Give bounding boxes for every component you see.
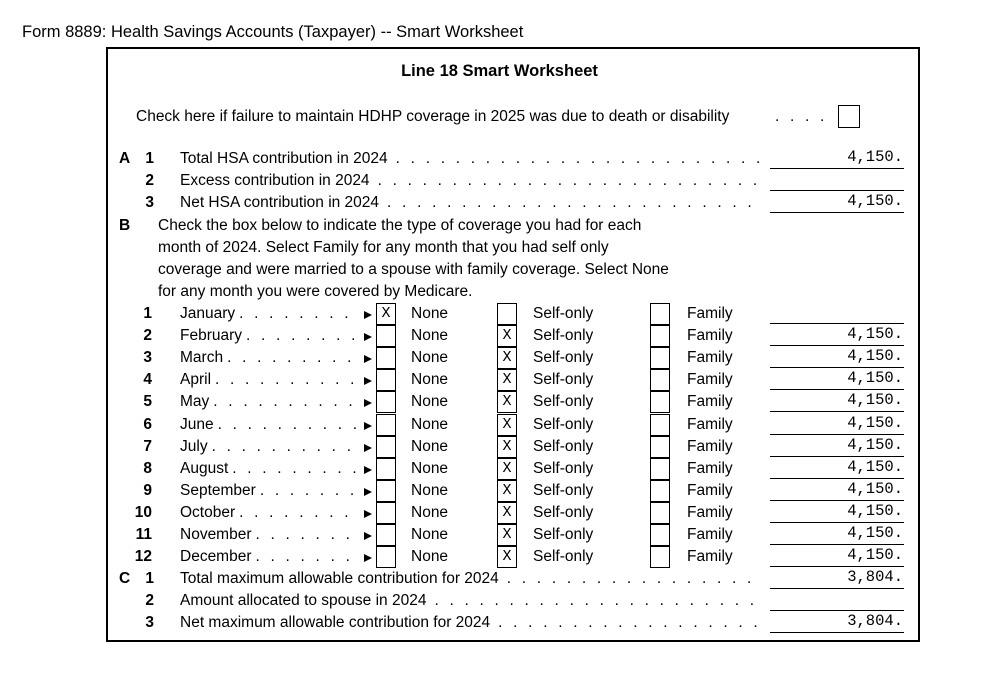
leader-dots [378, 172, 760, 190]
line-label: Excess contribution in 2024 [180, 172, 370, 189]
self-only-checkbox[interactable]: X [497, 325, 517, 347]
self-only-label: Self-only [533, 327, 594, 345]
amount-field[interactable]: 4,150. [770, 191, 904, 213]
month-amount-field[interactable]: 4,150. [770, 523, 904, 545]
leader-dots [212, 438, 358, 456]
self-only-checkbox[interactable]: X [497, 414, 517, 436]
family-checkbox[interactable] [650, 458, 670, 480]
leader-dots [218, 416, 358, 434]
family-label: Family [687, 305, 733, 322]
instruction-text: month of 2024. Select Family for any month that you had self only [158, 239, 609, 256]
none-label: None [411, 415, 449, 433]
leader-dots [498, 614, 760, 632]
family-checkbox[interactable] [650, 546, 670, 568]
amount-field[interactable] [770, 589, 904, 611]
none-label: None [411, 548, 449, 566]
self-only-checkbox[interactable]: X [497, 480, 517, 502]
month-number: 2 [143, 327, 152, 345]
family-label: Family [687, 526, 733, 543]
none-label: None [411, 526, 449, 543]
leader-dots [260, 482, 358, 500]
none-checkbox[interactable] [376, 458, 396, 480]
self-only-label: Self-only [533, 393, 594, 411]
month-number: 11 [135, 526, 152, 543]
arrow-right-icon [364, 399, 372, 407]
self-only-label: Self-only [533, 371, 594, 389]
self-only-label: Self-only [533, 503, 594, 521]
line-number: 3 [145, 194, 154, 211]
none-checkbox[interactable] [376, 546, 396, 568]
hdhp-death-disability-checkbox[interactable] [838, 105, 860, 128]
none-checkbox[interactable] [376, 524, 396, 546]
self-only-checkbox[interactable]: X [497, 546, 517, 568]
month-name: November [180, 526, 252, 543]
month-amount-field[interactable]: 4,150. [770, 368, 904, 390]
month-number: 3 [143, 349, 152, 367]
section-b-label: B [119, 217, 131, 234]
month-number: 8 [143, 459, 152, 477]
family-label: Family [687, 503, 733, 521]
none-checkbox[interactable] [376, 480, 396, 502]
line-number: 2 [145, 592, 154, 609]
none-checkbox[interactable] [376, 369, 396, 391]
amount-field[interactable]: 3,804. [770, 567, 904, 589]
arrow-right-icon [364, 532, 372, 540]
month-name: March [180, 349, 224, 367]
month-amount-field[interactable]: 4,150. [770, 479, 904, 501]
family-checkbox[interactable] [650, 436, 670, 458]
family-label: Family [687, 459, 733, 477]
none-label: None [411, 481, 449, 499]
month-amount-field[interactable]: 4,150. [770, 545, 904, 567]
month-name: January [180, 305, 236, 322]
family-checkbox[interactable] [650, 524, 670, 546]
line-label: Total maximum allowable contribution for 2024 [180, 570, 499, 587]
month-name: August [180, 459, 229, 477]
month-amount-field[interactable]: 4,150. [770, 346, 904, 368]
line-label: Net HSA contribution in 2024 [180, 194, 380, 211]
family-checkbox[interactable] [650, 325, 670, 347]
month-name: December [180, 548, 252, 566]
leader-dots [239, 504, 358, 522]
family-checkbox[interactable] [650, 414, 670, 436]
month-name: October [180, 503, 236, 521]
family-label: Family [687, 415, 733, 433]
leader-dots [213, 393, 358, 411]
worksheet-title: Line 18 Smart Worksheet [401, 62, 598, 80]
amount-field[interactable]: 4,150. [770, 147, 904, 169]
month-name: September [180, 481, 256, 499]
instruction-text: Check the box below to indicate the type of coverage you had for each [158, 217, 642, 234]
family-label: Family [687, 548, 733, 566]
leader-dots [215, 371, 358, 389]
month-amount-field[interactable]: 4,150. [770, 435, 904, 457]
month-number: 5 [143, 393, 152, 411]
section-a-label: A [119, 150, 131, 167]
line-label: Amount allocated to spouse in 2024 [180, 592, 427, 609]
family-label: Family [687, 481, 733, 499]
month-name: February [180, 327, 243, 345]
arrow-right-icon [364, 377, 372, 385]
arrow-right-icon [364, 355, 372, 363]
family-checkbox[interactable] [650, 391, 670, 413]
self-only-label: Self-only [533, 305, 594, 322]
none-checkbox[interactable] [376, 347, 396, 369]
family-label: Family [687, 349, 733, 367]
amount-field[interactable]: 3,804. [770, 611, 904, 633]
leader-dots [227, 349, 358, 367]
month-number: 6 [143, 415, 152, 433]
leader-dots [434, 592, 760, 610]
arrow-right-icon [364, 510, 372, 518]
none-checkbox[interactable]: X [376, 303, 396, 325]
self-only-label: Self-only [533, 548, 594, 566]
form-title: Form 8889: Health Savings Accounts (Taxpayer) -- Smart Worksheet [22, 23, 524, 41]
none-label: None [411, 327, 449, 345]
family-checkbox[interactable] [650, 369, 670, 391]
none-checkbox[interactable] [376, 414, 396, 436]
none-checkbox[interactable] [376, 391, 396, 413]
leader-dots [507, 570, 760, 588]
month-number: 7 [143, 437, 152, 455]
month-amount-field[interactable]: 4,150. [770, 390, 904, 412]
month-number: 4 [143, 371, 152, 389]
self-only-checkbox[interactable]: X [497, 502, 517, 524]
month-amount-field[interactable]: 4,150. [770, 457, 904, 479]
leader-dots [396, 150, 760, 168]
instruction-text: coverage and were married to a spouse with family coverage. Select None [158, 261, 669, 278]
line-label: Total HSA contribution in 2024 [180, 150, 388, 167]
self-only-label: Self-only [533, 459, 594, 477]
month-number: 10 [134, 503, 152, 521]
line-label: Net maximum allowable contribution for 2024 [180, 614, 491, 631]
arrow-right-icon [364, 466, 372, 474]
self-only-checkbox[interactable]: X [497, 436, 517, 458]
arrow-right-icon [364, 554, 372, 562]
leader-dots [387, 194, 760, 212]
month-number: 1 [143, 305, 152, 322]
none-label: None [411, 393, 449, 411]
month-name: July [180, 437, 208, 455]
self-only-label: Self-only [533, 481, 594, 499]
none-label: None [411, 503, 449, 521]
self-only-label: Self-only [533, 349, 594, 367]
family-label: Family [687, 371, 733, 389]
self-only-checkbox[interactable]: X [497, 458, 517, 480]
none-checkbox[interactable] [376, 502, 396, 524]
self-only-checkbox[interactable]: X [497, 391, 517, 413]
leader-dots [239, 305, 358, 323]
self-only-label: Self-only [533, 526, 594, 543]
leader-dots [256, 526, 359, 544]
family-checkbox[interactable] [650, 480, 670, 502]
self-only-checkbox[interactable]: X [497, 347, 517, 369]
month-amount-field[interactable] [770, 302, 904, 324]
self-only-checkbox[interactable]: X [497, 524, 517, 546]
month-name: May [180, 393, 210, 411]
arrow-right-icon [364, 333, 372, 341]
none-checkbox[interactable] [376, 436, 396, 458]
family-label: Family [687, 437, 733, 455]
instruction-text: for any month you were covered by Medicare. [158, 283, 473, 300]
arrow-right-icon [364, 311, 372, 319]
none-label: None [411, 437, 449, 455]
none-label: None [411, 459, 449, 477]
leader-dots [246, 327, 358, 345]
amount-field[interactable] [770, 169, 904, 191]
family-label: Family [687, 327, 733, 345]
family-label: Family [687, 393, 733, 411]
arrow-right-icon [364, 444, 372, 452]
section-c-label: C [119, 570, 131, 587]
none-checkbox[interactable] [376, 325, 396, 347]
self-only-checkbox[interactable] [497, 303, 517, 325]
none-label: None [411, 371, 449, 389]
line-number: 1 [145, 150, 154, 167]
line-number: 1 [145, 570, 154, 587]
self-only-checkbox[interactable]: X [497, 369, 517, 391]
month-name: June [180, 415, 214, 433]
leader-dots [232, 460, 358, 478]
self-only-label: Self-only [533, 437, 594, 455]
family-checkbox[interactable] [650, 502, 670, 524]
month-amount-field[interactable]: 4,150. [770, 324, 904, 346]
month-name: April [180, 371, 212, 389]
family-checkbox[interactable] [650, 347, 670, 369]
month-amount-field[interactable]: 4,150. [770, 413, 904, 435]
family-checkbox[interactable] [650, 303, 670, 325]
month-number: 12 [134, 548, 152, 566]
self-only-label: Self-only [533, 415, 594, 433]
none-label: None [411, 349, 449, 367]
none-label: None [411, 305, 449, 322]
arrow-right-icon [364, 422, 372, 430]
hdhp-check-text: Check here if failure to maintain HDHP coverage in 2025 was due to death or disability [136, 108, 730, 125]
month-amount-field[interactable]: 4,150. [770, 501, 904, 523]
line-number: 3 [145, 614, 154, 631]
arrow-right-icon [364, 488, 372, 496]
leader-dots [256, 548, 359, 566]
hdhp-leader-dots [775, 108, 835, 126]
line-number: 2 [145, 172, 154, 189]
month-number: 9 [143, 481, 152, 499]
